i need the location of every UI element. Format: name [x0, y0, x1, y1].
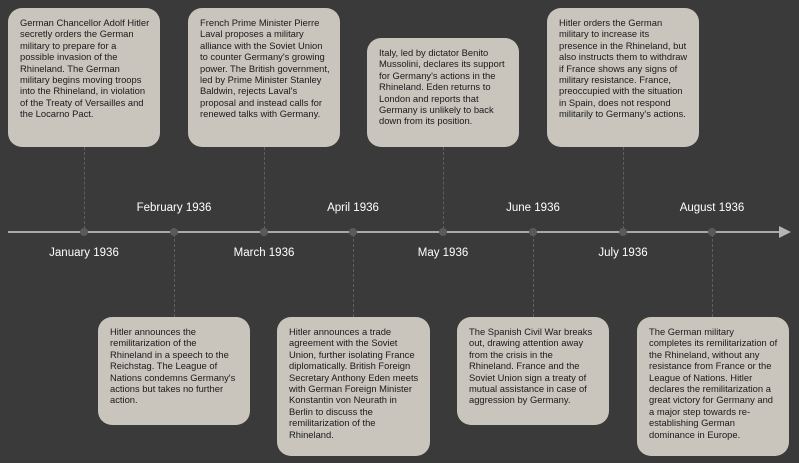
month-label-march: March 1936 — [233, 247, 295, 259]
month-label-may: May 1936 — [417, 247, 469, 259]
month-label-june: June 1936 — [506, 202, 560, 214]
timeline-marker — [260, 228, 268, 236]
event-card-june: The Spanish Civil War breaks out, drawing attention away from the crisis in the Rhineland. France and the Soviet Union sign a treaty of mutual assistance in case of aggression by Germany. — [457, 317, 609, 425]
timeline-arrow-icon — [779, 226, 791, 238]
connector-jul — [623, 147, 624, 229]
month-label-july: July 1936 — [598, 247, 648, 259]
event-card-march: French Prime Minister Pierre Laval proposes a military alliance with the Soviet Union to counter Germany's growing power. The British government, led by Prime Minister Stanley Baldwin, rejects Laval's proposal and instead calls for renewed talks with Germany. — [188, 8, 340, 147]
month-label-february: February 1936 — [136, 202, 212, 214]
timeline-marker — [80, 228, 88, 236]
event-card-august: The German military completes its remilitarization of the Rhineland, without any resistance from France or the League of Nations. Hitler declares the remilitarization a great victory for Germany and a major step towards re-establishing German dominance in Europe. — [637, 317, 789, 456]
connector-may — [443, 147, 444, 229]
connector-jun — [533, 234, 534, 317]
month-label-january: January 1936 — [49, 247, 119, 259]
connector-aug — [712, 234, 713, 317]
timeline-marker — [170, 228, 178, 236]
event-card-may: Italy, led by dictator Benito Mussolini, declares its support for Germany's actions in the Rhineland. Eden returns to London and reports that Germany is unlikely to back down from its position. — [367, 38, 519, 147]
event-card-july: Hitler orders the German military to increase its presence in the Rhineland, but also instructs them to withdraw if France shows any signs of military resistance. France, preoccupied with the situation in Spain, does not respond militarily to Germany's actions. — [547, 8, 699, 147]
month-label-april: April 1936 — [327, 202, 379, 214]
timeline-marker — [439, 228, 447, 236]
timeline-marker — [708, 228, 716, 236]
timeline-marker — [349, 228, 357, 236]
event-card-april: Hitler announces a trade agreement with the Soviet Union, further isolating France diplomatically. British Foreign Secretary Anthony Eden meets with German Foreign Minister Konstantin von Neurath in Berlin to discuss the remilitarization of the Rhineland. — [277, 317, 430, 456]
connector-apr — [353, 234, 354, 317]
event-card-february: Hitler announces the remilitarization of the Rhineland in a speech to the Reichstag. The League of Nations condemns Germany's actions but takes no further action. — [98, 317, 250, 425]
connector-jan — [84, 147, 85, 229]
event-card-january: German Chancellor Adolf Hitler secretly orders the German military to prepare for a possible invasion of the Rhineland. The German military begins moving troops into the Rhineland, in violation of the Treaty of Versailles and the Locarno Pact. — [8, 8, 160, 147]
connector-mar — [264, 147, 265, 229]
timeline-axis — [8, 231, 780, 233]
month-label-august: August 1936 — [679, 202, 745, 214]
timeline-marker — [619, 228, 627, 236]
connector-feb — [174, 234, 175, 317]
timeline-marker — [529, 228, 537, 236]
